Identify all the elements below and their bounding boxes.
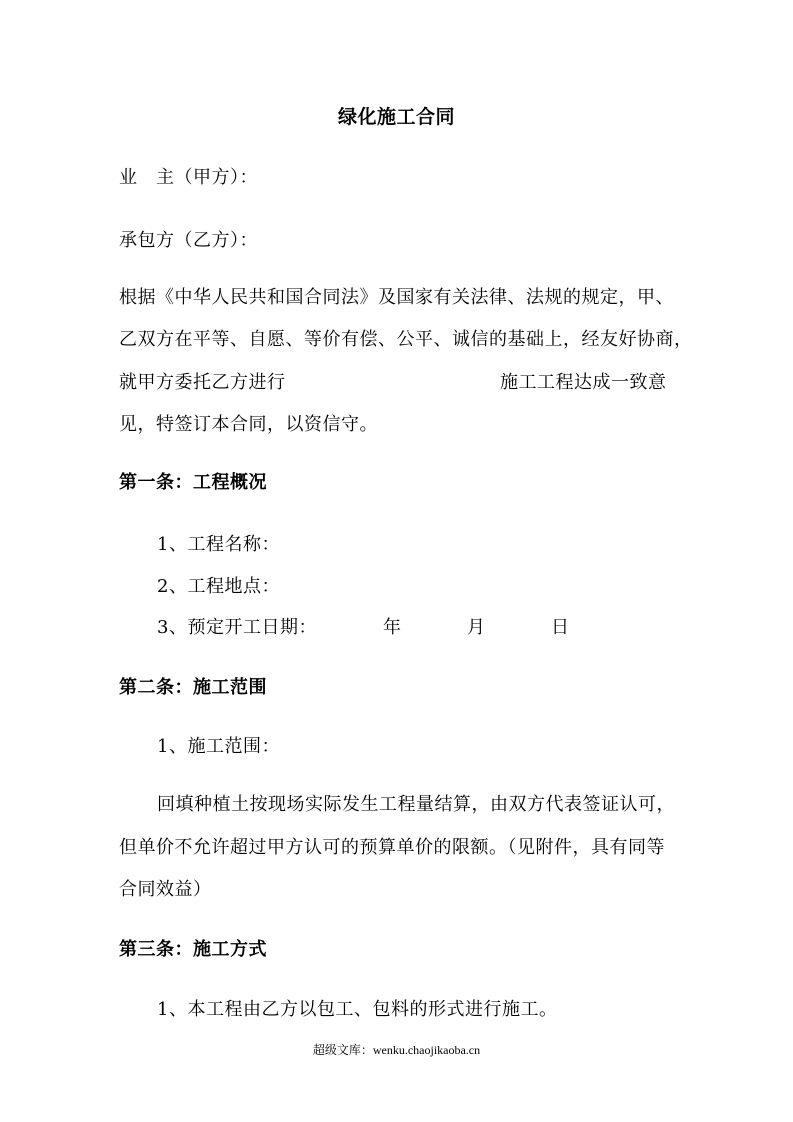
scope-line-1: 回填种植土按现场实际发生工程量结算，由双方代表签证认可， — [157, 794, 675, 815]
article3-heading: 第三条：施工方式 — [119, 939, 267, 960]
document-title: 绿化施工合同 — [337, 106, 455, 128]
intro-line-1: 根据《中华人民共和国合同法》及国家有关法律、法规的规定，甲、 — [119, 287, 674, 308]
date-day: 日 — [551, 617, 570, 638]
owner-label: 业 主（甲方）： — [119, 167, 258, 188]
start-date-label: 3、预定开工日期： — [157, 617, 317, 638]
method-item: 1、本工程由乙方以包工、包料的形式进行施工。 — [157, 999, 558, 1020]
project-name-label: 1、工程名称： — [157, 534, 280, 555]
footer-watermark: 超级文库：wenku.chaojikaoba.cn — [312, 1043, 481, 1057]
intro-line-3a: 就甲方委托乙方进行 — [119, 372, 286, 393]
intro-line-2: 乙双方在平等、自愿、等价有偿、公平、诚信的基础上，经友好协商， — [119, 329, 693, 350]
date-year: 年 — [383, 617, 402, 638]
scope-line-2: 但单价不允许超过甲方认可的预算单价的限额。（见附件，具有同等 — [119, 837, 665, 858]
intro-line-3b: 施工工程达成一致意 — [500, 372, 667, 393]
project-location-label: 2、工程地点： — [157, 576, 280, 597]
article2-heading: 第二条：施工范围 — [119, 677, 267, 698]
scope-line-3: 合同效益） — [119, 879, 212, 900]
scope-label: 1、施工范围： — [157, 736, 280, 757]
article1-heading: 第一条：工程概况 — [119, 472, 267, 493]
intro-line-4: 见，特签订本合同，以资信守。 — [119, 414, 378, 435]
date-month: 月 — [467, 617, 486, 638]
contractor-label: 承包方（乙方）： — [119, 230, 258, 251]
